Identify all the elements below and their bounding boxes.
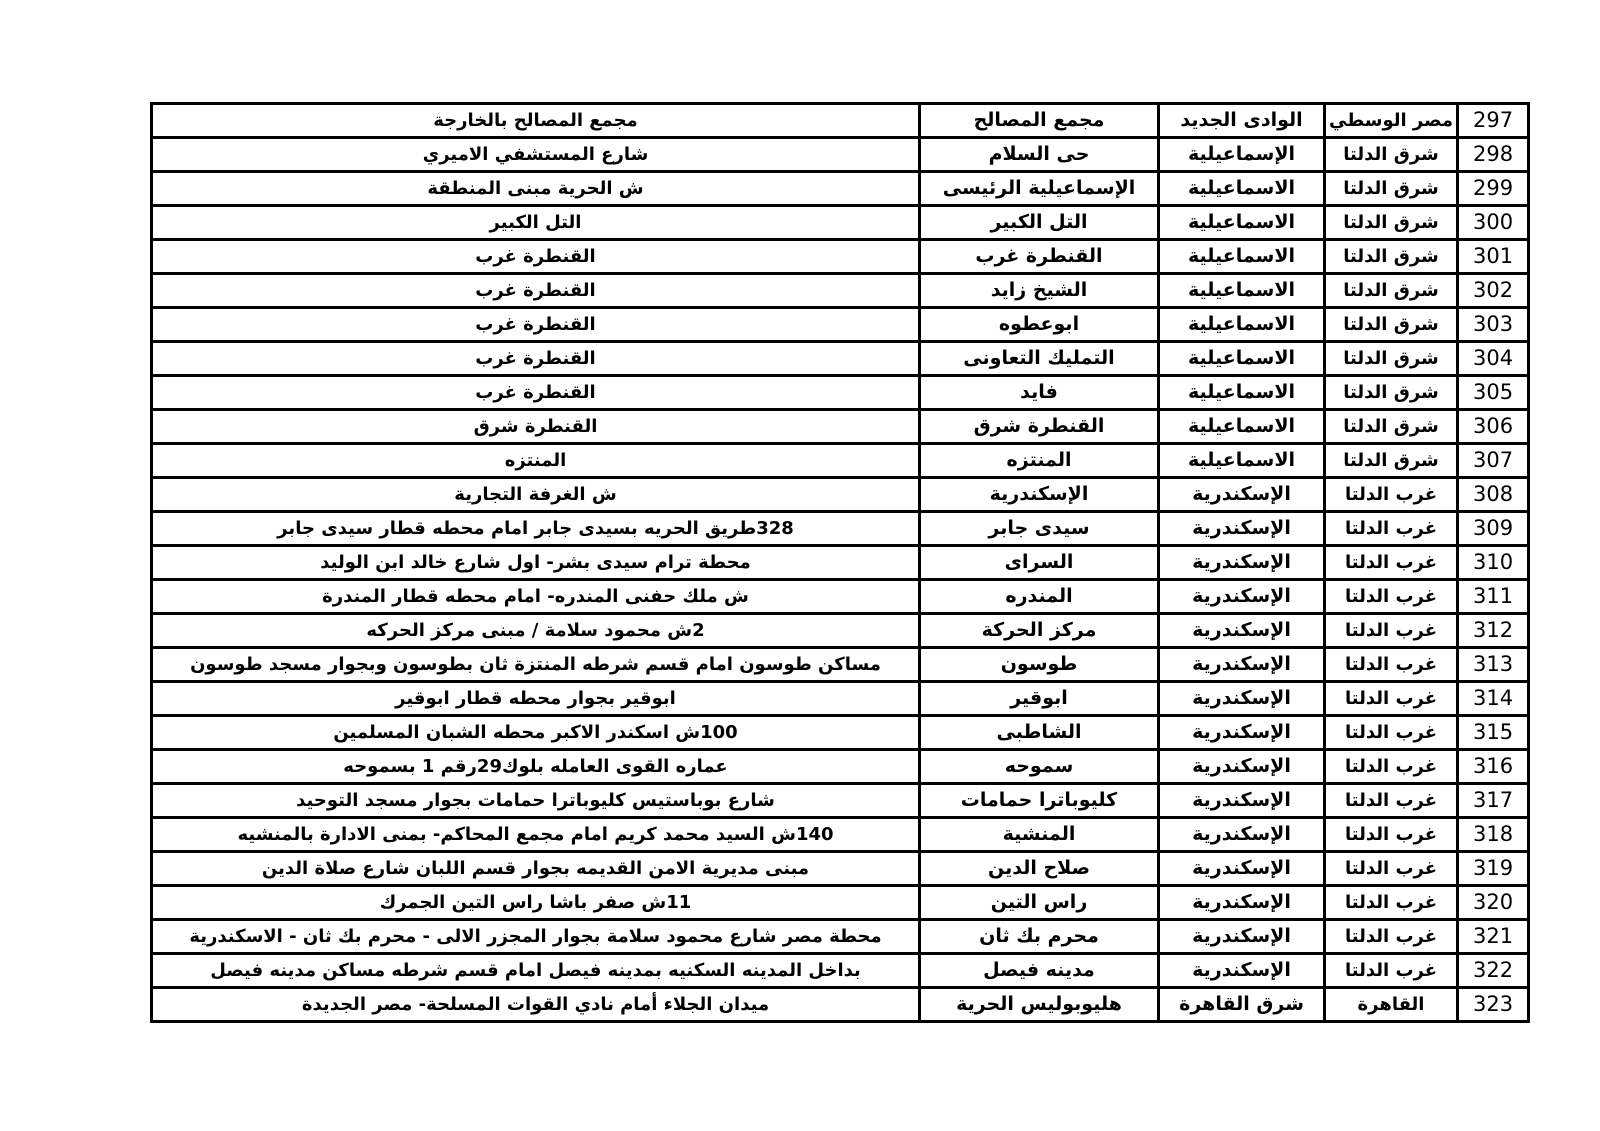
region-cell: شرق الدلتا <box>1325 444 1458 478</box>
governorate-cell: الاسماعيلية <box>1159 410 1325 444</box>
region-cell: غرب الدلتا <box>1325 818 1458 852</box>
table-row <box>152 852 1529 886</box>
branch-name-cell: مدينه فيصل <box>920 954 1159 988</box>
address-cell: القنطرة غرب <box>152 342 920 376</box>
address-cell: مجمع المصالح بالخارجة <box>152 104 920 138</box>
address-cell: 2ش محمود سلامة / مبنى مركز الحركه <box>152 614 920 648</box>
branch-name-cell: سيدى جابر <box>920 512 1159 546</box>
governorate-cell: الإسكندرية <box>1159 716 1325 750</box>
governorate-cell: الإسكندرية <box>1159 818 1325 852</box>
address-cell: محطة ترام سيدى بشر- اول شارع خالد ابن الوليد <box>152 546 920 580</box>
region-cell: شرق الدلتا <box>1325 240 1458 274</box>
branch-name-cell: القنطرة غرب <box>920 240 1159 274</box>
governorate-cell: الاسماعيلية <box>1159 342 1325 376</box>
address-cell: ش ملك حفنى المندره- امام محطه قطار المندرة <box>152 580 920 614</box>
governorate-cell: الإسكندرية <box>1159 546 1325 580</box>
governorate-cell: الإسكندرية <box>1159 886 1325 920</box>
branch-name-cell: ابوقير <box>920 682 1159 716</box>
table-row <box>152 172 1529 206</box>
region-cell: شرق الدلتا <box>1325 138 1458 172</box>
branch-number-cell: 303 <box>1458 308 1529 342</box>
table-row <box>152 138 1529 172</box>
governorate-cell: الإسكندرية <box>1159 580 1325 614</box>
table-row <box>152 784 1529 818</box>
region-cell: غرب الدلتا <box>1325 580 1458 614</box>
table-body <box>152 104 1529 1022</box>
branch-name-cell: هليوبوليس الحرية <box>920 988 1159 1022</box>
region-cell: غرب الدلتا <box>1325 784 1458 818</box>
governorate-cell: الإسكندرية <box>1159 784 1325 818</box>
branch-name-cell: السراى <box>920 546 1159 580</box>
address-cell: القنطرة غرب <box>152 308 920 342</box>
branch-name-cell: راس التين <box>920 886 1159 920</box>
table-row <box>152 750 1529 784</box>
governorate-cell: الاسماعيلية <box>1159 376 1325 410</box>
address-cell: 100ش اسكندر الاكبر محطه الشبان المسلمين <box>152 716 920 750</box>
address-cell: ش الحرية مبنى المنطقة <box>152 172 920 206</box>
branch-number-cell: 298 <box>1458 138 1529 172</box>
address-cell: القنطرة غرب <box>152 274 920 308</box>
table-row <box>152 512 1529 546</box>
table-row <box>152 104 1529 138</box>
region-cell: غرب الدلتا <box>1325 512 1458 546</box>
address-cell: 140ش السيد محمد كريم امام مجمع المحاكم- بمنى الادارة بالمنشيه <box>152 818 920 852</box>
address-cell: شارع بوباستيس كليوباترا حمامات بجوار مسجد التوحيد <box>152 784 920 818</box>
table-row <box>152 478 1529 512</box>
table-row <box>152 988 1529 1022</box>
branch-number-cell: 314 <box>1458 682 1529 716</box>
branch-number-cell: 320 <box>1458 886 1529 920</box>
region-cell: غرب الدلتا <box>1325 546 1458 580</box>
table-row <box>152 682 1529 716</box>
branch-name-cell: مركز الحركة <box>920 614 1159 648</box>
branch-number-cell: 312 <box>1458 614 1529 648</box>
table-row <box>152 240 1529 274</box>
address-cell: عماره القوى العامله بلوك29رقم 1 بسموحه <box>152 750 920 784</box>
table-row <box>152 206 1529 240</box>
governorate-cell: الإسكندرية <box>1159 852 1325 886</box>
table-row <box>152 648 1529 682</box>
branch-name-cell: ابوعطوه <box>920 308 1159 342</box>
branch-number-cell: 318 <box>1458 818 1529 852</box>
region-cell: غرب الدلتا <box>1325 648 1458 682</box>
governorate-cell: الإسكندرية <box>1159 920 1325 954</box>
region-cell: غرب الدلتا <box>1325 682 1458 716</box>
table-row <box>152 920 1529 954</box>
branch-number-cell: 319 <box>1458 852 1529 886</box>
branch-name-cell: حى السلام <box>920 138 1159 172</box>
branches-table <box>150 102 1530 1023</box>
governorate-cell: الإسماعيلية <box>1159 138 1325 172</box>
region-cell: غرب الدلتا <box>1325 750 1458 784</box>
branch-number-cell: 315 <box>1458 716 1529 750</box>
governorate-cell: الاسماعيلية <box>1159 206 1325 240</box>
branch-name-cell: التمليك التعاونى <box>920 342 1159 376</box>
address-cell: القنطرة شرق <box>152 410 920 444</box>
region-cell: غرب الدلتا <box>1325 886 1458 920</box>
governorate-cell: الإسكندرية <box>1159 954 1325 988</box>
branch-number-cell: 309 <box>1458 512 1529 546</box>
address-cell: ميدان الجلاء أمام نادي القوات المسلحة- مصر الجديدة <box>152 988 920 1022</box>
governorate-cell: الإسكندرية <box>1159 512 1325 546</box>
table-row <box>152 886 1529 920</box>
address-cell: شارع المستشفي الاميري <box>152 138 920 172</box>
region-cell: شرق الدلتا <box>1325 308 1458 342</box>
region-cell: غرب الدلتا <box>1325 478 1458 512</box>
region-cell: مصر الوسطي <box>1325 104 1458 138</box>
branch-number-cell: 321 <box>1458 920 1529 954</box>
branch-number-cell: 322 <box>1458 954 1529 988</box>
branch-name-cell: المنشية <box>920 818 1159 852</box>
region-cell: شرق الدلتا <box>1325 172 1458 206</box>
table-row <box>152 614 1529 648</box>
branch-number-cell: 302 <box>1458 274 1529 308</box>
branch-number-cell: 308 <box>1458 478 1529 512</box>
region-cell: شرق الدلتا <box>1325 410 1458 444</box>
address-cell: التل الكبير <box>152 206 920 240</box>
branch-number-cell: 316 <box>1458 750 1529 784</box>
address-cell: المنتزه <box>152 444 920 478</box>
region-cell: شرق الدلتا <box>1325 274 1458 308</box>
governorate-cell: الاسماعيلية <box>1159 240 1325 274</box>
branch-number-cell: 301 <box>1458 240 1529 274</box>
table-row <box>152 954 1529 988</box>
branch-name-cell: التل الكبير <box>920 206 1159 240</box>
branch-number-cell: 299 <box>1458 172 1529 206</box>
governorate-cell: الاسماعيلية <box>1159 274 1325 308</box>
branch-number-cell: 305 <box>1458 376 1529 410</box>
governorate-cell: الإسكندرية <box>1159 478 1325 512</box>
address-cell: 11ش صفر باشا راس التين الجمرك <box>152 886 920 920</box>
region-cell: غرب الدلتا <box>1325 852 1458 886</box>
address-cell: القنطرة غرب <box>152 376 920 410</box>
table-row <box>152 818 1529 852</box>
table-row <box>152 274 1529 308</box>
table-row <box>152 308 1529 342</box>
governorate-cell: الاسماعيلية <box>1159 172 1325 206</box>
governorate-cell: الإسكندرية <box>1159 750 1325 784</box>
address-cell: مبنى مديرية الامن القديمه بجوار قسم اللبان شارع صلاة الدين <box>152 852 920 886</box>
table-row <box>152 444 1529 478</box>
region-cell: القاهرة <box>1325 988 1458 1022</box>
branch-name-cell: المندره <box>920 580 1159 614</box>
governorate-cell: الاسماعيلية <box>1159 308 1325 342</box>
branch-name-cell: الشاطبى <box>920 716 1159 750</box>
governorate-cell: الإسكندرية <box>1159 648 1325 682</box>
region-cell: غرب الدلتا <box>1325 954 1458 988</box>
region-cell: غرب الدلتا <box>1325 716 1458 750</box>
branch-name-cell: المنتزه <box>920 444 1159 478</box>
address-cell: القنطرة غرب <box>152 240 920 274</box>
branch-name-cell: الشيخ زايد <box>920 274 1159 308</box>
table-row <box>152 342 1529 376</box>
branch-number-cell: 317 <box>1458 784 1529 818</box>
branch-number-cell: 311 <box>1458 580 1529 614</box>
branch-number-cell: 307 <box>1458 444 1529 478</box>
governorate-cell: الاسماعيلية <box>1159 444 1325 478</box>
branch-number-cell: 306 <box>1458 410 1529 444</box>
branch-number-cell: 297 <box>1458 104 1529 138</box>
branch-name-cell: مجمع المصالح <box>920 104 1159 138</box>
branch-name-cell: كليوباترا حمامات <box>920 784 1159 818</box>
branch-number-cell: 300 <box>1458 206 1529 240</box>
region-cell: شرق الدلتا <box>1325 342 1458 376</box>
governorate-cell: الوادى الجديد <box>1159 104 1325 138</box>
governorate-cell: شرق القاهرة <box>1159 988 1325 1022</box>
address-cell: ابوقير بجوار محطه قطار ابوقير <box>152 682 920 716</box>
branch-name-cell: الإسكندرية <box>920 478 1159 512</box>
address-cell: 328طريق الحريه بسيدى جابر امام محطه قطار سيدى جابر <box>152 512 920 546</box>
address-cell: ش الغرفة التجارية <box>152 478 920 512</box>
branch-name-cell: محرم بك ثان <box>920 920 1159 954</box>
governorate-cell: الإسكندرية <box>1159 614 1325 648</box>
region-cell: شرق الدلتا <box>1325 376 1458 410</box>
region-cell: غرب الدلتا <box>1325 614 1458 648</box>
branch-name-cell: الإسماعيلية الرئيسى <box>920 172 1159 206</box>
governorate-cell: الإسكندرية <box>1159 682 1325 716</box>
branch-number-cell: 310 <box>1458 546 1529 580</box>
branch-name-cell: طوسون <box>920 648 1159 682</box>
table-row <box>152 716 1529 750</box>
branch-number-cell: 323 <box>1458 988 1529 1022</box>
branch-name-cell: القنطرة شرق <box>920 410 1159 444</box>
table-row <box>152 546 1529 580</box>
table-row <box>152 410 1529 444</box>
address-cell: مساكن طوسون امام قسم شرطه المنتزة ثان بطوسون وبجوار مسجد طوسون <box>152 648 920 682</box>
branch-number-cell: 313 <box>1458 648 1529 682</box>
table-row <box>152 580 1529 614</box>
address-cell: بداخل المدينه السكنيه بمدينه فيصل امام قسم شرطه مساكن مدينه فيصل <box>152 954 920 988</box>
branch-number-cell: 304 <box>1458 342 1529 376</box>
branch-name-cell: فايد <box>920 376 1159 410</box>
region-cell: غرب الدلتا <box>1325 920 1458 954</box>
region-cell: شرق الدلتا <box>1325 206 1458 240</box>
branch-name-cell: سموحه <box>920 750 1159 784</box>
branch-name-cell: صلاح الدين <box>920 852 1159 886</box>
table-row <box>152 376 1529 410</box>
address-cell: محطة مصر شارع محمود سلامة بجوار المجزر الالى - محرم بك ثان - الاسكندرية <box>152 920 920 954</box>
